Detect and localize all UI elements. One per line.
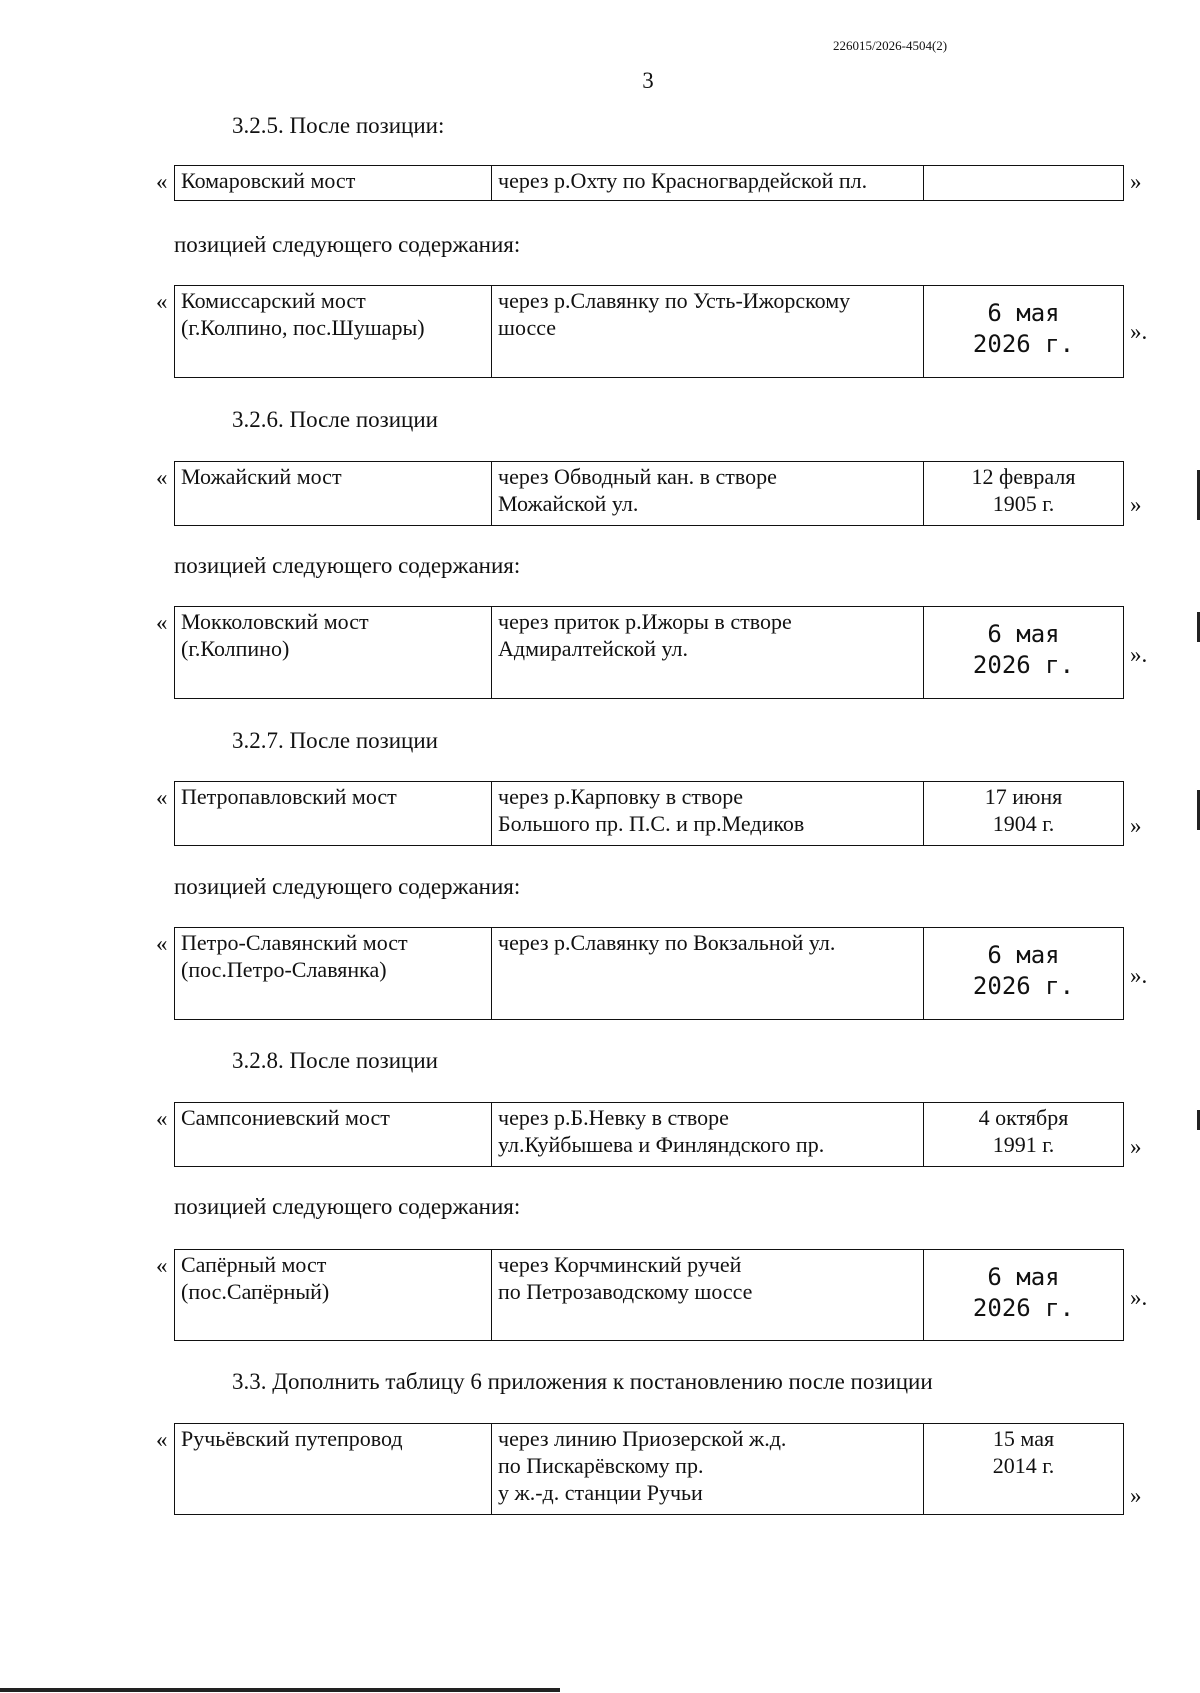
close-quote: ». bbox=[1130, 319, 1148, 344]
name-line: Петропавловский мост bbox=[181, 784, 397, 809]
open-quote: « bbox=[156, 169, 168, 194]
note-text: позицией следующего содержания: bbox=[174, 874, 521, 899]
table-row-saperny bbox=[150, 1249, 1150, 1343]
name-line: (г.Колпино, пос.Шушары) bbox=[181, 315, 425, 340]
bridge-name bbox=[175, 166, 492, 200]
date-line: 6 мая bbox=[987, 941, 1060, 969]
table-row-sampsonievsky bbox=[150, 1102, 1150, 1168]
open-quote: « bbox=[156, 610, 168, 635]
open-quote: « bbox=[156, 1106, 168, 1131]
page-number: 3 bbox=[642, 68, 654, 93]
bridge-date-stamp bbox=[924, 607, 1123, 698]
open-quote: « bbox=[156, 465, 168, 490]
date-line: 6 мая bbox=[987, 620, 1060, 648]
bridge-name bbox=[175, 1424, 492, 1514]
open-quote: « bbox=[156, 1253, 168, 1278]
bridge-location bbox=[492, 928, 924, 1019]
table-row-komarovsky bbox=[150, 165, 1150, 205]
name-line: Сампсониевский мост bbox=[181, 1105, 390, 1130]
date-line: 12 февраля bbox=[971, 464, 1076, 489]
bridge-name bbox=[175, 607, 492, 698]
location-line: Адмиралтейской ул. bbox=[498, 636, 688, 661]
close-quote: ». bbox=[1130, 642, 1148, 667]
open-quote: « bbox=[156, 785, 168, 810]
table-row-mozhaysky bbox=[150, 461, 1150, 527]
location-line: через Обводный кан. в створе bbox=[498, 464, 777, 489]
note-text: позицией следующего содержания: bbox=[174, 1194, 521, 1219]
date-line: 1905 г. bbox=[992, 491, 1055, 516]
bridge-date-stamp bbox=[924, 928, 1123, 1019]
bridge-date bbox=[924, 462, 1123, 525]
item-3-2-5: 3.2.5. После позиции: bbox=[232, 113, 445, 138]
bridge-name bbox=[175, 462, 492, 525]
bridge-location bbox=[492, 1250, 924, 1340]
bridge-location bbox=[492, 782, 924, 845]
date-line: 2026 г. bbox=[972, 1294, 1075, 1322]
doc-number: 226015/2026-4504(2) bbox=[833, 38, 948, 53]
location-line: Большого пр. П.С. и пр.Медиков bbox=[498, 811, 805, 836]
date-line: 2026 г. bbox=[972, 651, 1075, 679]
close-quote: » bbox=[1130, 813, 1142, 838]
open-quote: « bbox=[156, 931, 168, 956]
location-line: по Пискарёвскому пр. bbox=[498, 1453, 704, 1478]
open-quote: « bbox=[156, 289, 168, 314]
close-quote: » bbox=[1130, 1483, 1142, 1508]
open-quote: « bbox=[156, 1427, 168, 1452]
bridge-location bbox=[492, 1103, 924, 1166]
date-line: 6 мая bbox=[987, 1263, 1060, 1291]
date-line: 2014 г. bbox=[992, 1453, 1055, 1478]
date-line: 15 мая bbox=[992, 1426, 1055, 1451]
bridge-date-stamp bbox=[924, 1250, 1123, 1340]
bridge-name bbox=[175, 286, 492, 377]
table-row-mokkolovsky bbox=[150, 606, 1150, 700]
close-quote: » bbox=[1130, 169, 1142, 194]
location-line: через р.Славянку по Усть-Ижорскому bbox=[498, 288, 851, 313]
bridge-date bbox=[924, 166, 1123, 200]
bridge-name bbox=[175, 782, 492, 845]
location-line: через р.Б.Невку в створе bbox=[498, 1105, 729, 1130]
close-quote: » bbox=[1130, 1134, 1142, 1159]
bridge-name bbox=[175, 1103, 492, 1166]
item-3-2-7: 3.2.7. После позиции bbox=[232, 728, 438, 753]
date-line: 1991 г. bbox=[992, 1132, 1055, 1157]
table-row-ruchyevsky bbox=[150, 1423, 1150, 1523]
location-line: через линию Приозерской ж.д. bbox=[498, 1426, 787, 1451]
bridge-date-stamp bbox=[924, 286, 1123, 377]
bridge-date bbox=[924, 1424, 1123, 1514]
bridge-location bbox=[492, 462, 924, 525]
date-line: 17 июня bbox=[984, 784, 1063, 809]
table-row-petro-slavyansky bbox=[150, 927, 1150, 1021]
bridge-location bbox=[492, 1424, 924, 1514]
name-line: (г.Колпино) bbox=[181, 636, 290, 661]
date-line: 2026 г. bbox=[972, 330, 1075, 358]
name-line: (пос.Сапёрный) bbox=[181, 1279, 330, 1304]
close-quote: ». bbox=[1130, 963, 1148, 988]
location-line: у ж.-д. станции Ручьи bbox=[498, 1480, 703, 1505]
date-line: 6 мая bbox=[987, 299, 1060, 327]
bridge-location bbox=[492, 166, 924, 200]
name-line: Комиссарский мост bbox=[181, 288, 366, 313]
location-line: через р.Охту по Красногвардейской пл. bbox=[498, 168, 868, 193]
table-row-petropavlovsky bbox=[150, 781, 1150, 847]
bridge-location bbox=[492, 286, 924, 377]
close-quote: » bbox=[1130, 492, 1142, 517]
bridge-date bbox=[924, 782, 1123, 845]
name-line: Мокколовский мост bbox=[181, 609, 369, 634]
bridge-name bbox=[175, 928, 492, 1019]
name-line: (пос.Петро-Славянка) bbox=[181, 957, 387, 982]
date-line: 2026 г. bbox=[972, 972, 1075, 1000]
name-line: Комаровский мост bbox=[181, 168, 356, 193]
table-row-komissarsky bbox=[150, 285, 1150, 379]
location-line: по Петрозаводскому шоссе bbox=[498, 1279, 753, 1304]
bridge-location bbox=[492, 607, 924, 698]
name-line: Можайский мост bbox=[181, 464, 342, 489]
location-line: через р.Карповку в створе bbox=[498, 784, 744, 809]
item-3-2-8: 3.2.8. После позиции bbox=[232, 1048, 438, 1073]
name-line: Сапёрный мост bbox=[181, 1252, 327, 1277]
item-3-3: 3.3. Дополнить таблицу 6 приложения к постановлению после позиции bbox=[232, 1369, 933, 1394]
location-line: Можайской ул. bbox=[498, 491, 639, 516]
bridge-date bbox=[924, 1103, 1123, 1166]
location-line: через р.Славянку по Вокзальной ул. bbox=[498, 930, 836, 955]
scan-bottom-line bbox=[0, 1688, 560, 1692]
location-line: шоссе bbox=[498, 315, 557, 340]
name-line: Ручьёвский путепровод bbox=[181, 1426, 403, 1451]
date-line: 1904 г. bbox=[992, 811, 1055, 836]
location-line: через Корчминский ручей bbox=[498, 1252, 742, 1277]
bridge-name bbox=[175, 1250, 492, 1340]
note-text: позицией следующего содержания: bbox=[174, 232, 521, 257]
name-line: Петро-Славянский мост bbox=[181, 930, 408, 955]
item-3-2-6: 3.2.6. После позиции bbox=[232, 407, 438, 432]
date-line: 4 октября bbox=[978, 1105, 1069, 1130]
close-quote: ». bbox=[1130, 1285, 1148, 1310]
location-line: через приток р.Ижоры в створе bbox=[498, 609, 792, 634]
location-line: ул.Куйбышева и Финляндского пр. bbox=[498, 1132, 825, 1157]
note-text: позицией следующего содержания: bbox=[174, 553, 521, 578]
